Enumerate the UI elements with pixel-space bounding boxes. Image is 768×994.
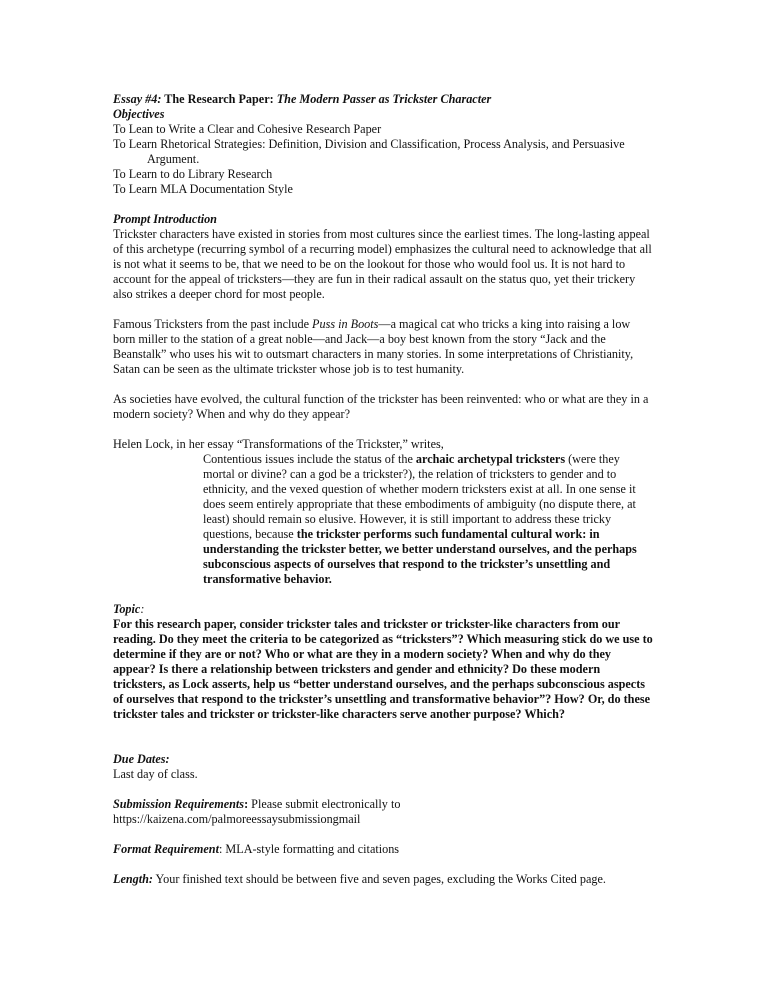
quote-intro: Helen Lock, in her essay “Transformations of the Trickster,” writes, — [113, 437, 444, 451]
submission-requirements — [113, 797, 653, 812]
essay-title — [113, 92, 653, 107]
prompt-intro-paragraph-2 — [113, 317, 653, 377]
essay-label: Essay #4: — [113, 92, 162, 106]
format-body: : MLA-style formatting and citations — [218, 842, 400, 856]
length-heading: Length: — [113, 872, 153, 886]
submission-body: Please submit electronically to — [248, 797, 401, 811]
submission-colon: : — [244, 797, 249, 811]
topic-heading-colon: : — [140, 602, 145, 616]
prompt-intro-heading: Prompt Introduction — [113, 212, 217, 226]
quote-bold-1: archaic archetypal tricksters — [415, 452, 566, 466]
prompt-intro-paragraph-1: Trickster characters have existed in stories from most cultures since the earliest times. The long-lasting appeal of this archetype (recurring symbol of a recurring model) emphasizes the cultural need to acknowledge that all is not what it seems to be, that we need to be on the lookout for those who would fool us. It is not hard to account for the appeal of tricksters—they are fun in their radical assault on the status quo, yet their trickery also strikes a deeper chord for most people. — [113, 227, 652, 301]
topic-heading-text: Topic — [113, 602, 141, 616]
objectives-heading: Objectives — [113, 107, 165, 121]
format-heading: Format Requirement — [113, 842, 219, 856]
quote-text-b: (were they mortal or divine? can a god be a trickster?), the relation of tricksters to gender and to ethnicity, and the vexed question of whether modern tricksters exist at all. In one sense it does seem entirely appropriate that these embodiments of ambiguity (no dispute there, at least) should remain so elusive. However, it is still important to address these tricky questions, because — [203, 452, 636, 541]
para2-text-a: Famous Tricksters from the past include — [113, 317, 313, 331]
length-requirement — [113, 872, 653, 887]
topic-heading — [113, 602, 653, 617]
topic-body: For this research paper, consider trickster tales and trickster or trickster-like characters from our reading. Do they meet the criteria to be categorized as “tricksters”? Which measuring stick do we use to determine if they are or not? Who or what are they in a modern society? When and why do they appear? Is there a relationship between tricksters and gender and ethnicity? Do these modern tricksters, as Lock asserts, help us “better understand ourselves, and the perhaps subconscious aspects of ourselves that respond to the trickster’s unsettling and transformative behavior”? How? Or, do these trickster tales and trickster or trickster-like characters serve another purpose? Which? — [113, 617, 653, 721]
para2-text-b: —a magical cat who tricks a king into raising a low born miller to the station of a great noble—and Jack—a boy best known from the story “Jack and the Beanstalk” who uses his wit to outsmart characters in many stories. In some interpretations of Christianity, Satan can be seen as the ultimate trickster whose job is to test humanity. — [113, 317, 634, 376]
objective-item: To Learn MLA Documentation Style — [113, 182, 293, 196]
block-quote — [203, 452, 653, 587]
submission-url[interactable]: https://kaizena.com/palmoreessaysubmissiongmail — [113, 812, 361, 826]
due-dates-heading: Due Dates: — [113, 752, 170, 766]
essay-title-italic: The Modern Passer as Trickster Character — [276, 92, 492, 106]
essay-title-prefix: The Research Paper: — [161, 92, 277, 106]
submission-heading: Submission Requirements — [113, 797, 245, 811]
document-page — [113, 92, 653, 887]
quote-text-a: Contentious issues include the status of the — [203, 452, 416, 466]
prompt-intro-paragraph-3: As societies have evolved, the cultural function of the trickster has been reinvented: who or what are they in a modern society? When and why do they appear? — [113, 392, 649, 421]
objective-item: To Lean to Write a Clear and Cohesive Research Paper — [113, 122, 382, 136]
objective-item-continued: Argument. — [147, 152, 200, 166]
para2-italic-title: Puss in Boots — [312, 317, 379, 331]
quote-bold-2: the trickster performs such fundamental cultural work: in understanding the trickster better, we better understand ourselves, and the perhaps subconscious aspects of ourselves that respond to the trickster’s unsettling and transformative behavior. — [203, 527, 637, 586]
objective-item: To Learn Rhetorical Strategies: Definition, Division and Classification, Process Analysis, and Persuasive — [113, 137, 625, 151]
objective-item: To Learn to do Library Research — [113, 167, 273, 181]
due-dates-body: Last day of class. — [113, 767, 198, 781]
format-requirement — [113, 842, 653, 857]
length-body: Your finished text should be between five and seven pages, excluding the Works Cited page. — [152, 872, 606, 886]
